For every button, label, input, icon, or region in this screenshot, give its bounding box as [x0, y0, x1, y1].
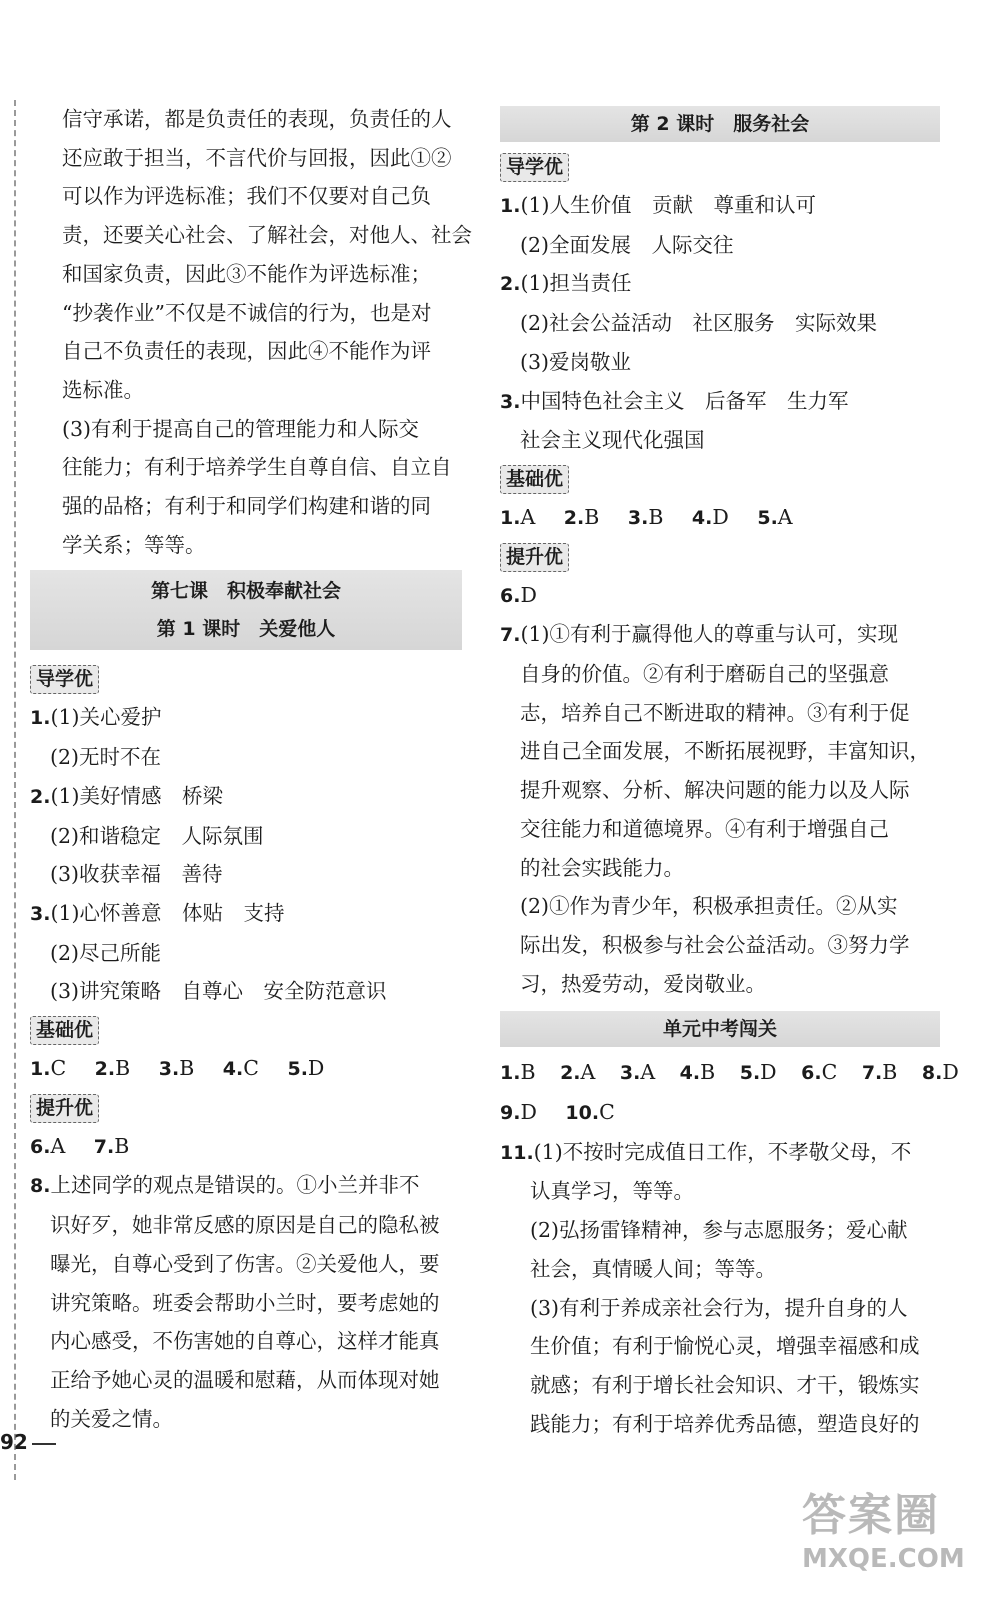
question-number: 9. — [500, 1102, 521, 1125]
answer-letter: A — [777, 504, 793, 529]
text-line: 就感；有利于增长社会知识、才干，锻炼实 — [530, 1372, 920, 1397]
question-number: 8. — [30, 1175, 51, 1198]
answer-letter: D — [942, 1060, 959, 1085]
question-number: 11. — [500, 1141, 534, 1164]
text-line: 责，还要关心社会、了解社会，对他人、社会 — [62, 223, 472, 248]
answer-letter: A — [520, 504, 536, 529]
watermark-logo: 答案圈 — [802, 1490, 940, 1541]
text-line: 志，培养自己不断进取的精神。③有利于促 — [520, 700, 910, 725]
text-line: 交往能力和道德境界。④有利于增强自己 — [520, 816, 889, 841]
question-number: 1. — [500, 1062, 521, 1085]
section-tag-up: 提升优 — [30, 1094, 99, 1123]
text-line: 进自己全面发展，不断拓展视野，丰富知识， — [520, 739, 930, 764]
text-line: 认真学习，等等。 — [530, 1179, 694, 1204]
section-tag-guide: 导学优 — [30, 665, 99, 694]
section-tag-basic: 基础优 — [30, 1016, 99, 1045]
answer-text: (1)人生价值 贡献 尊重和认可 — [520, 193, 816, 217]
section-tag-guide: 导学优 — [500, 153, 569, 182]
answer-text: (3)讲究策略 自尊心 安全防范意识 — [50, 979, 387, 1004]
question-number: 1. — [500, 195, 521, 217]
answer-text: 上述同学的观点是错误的。①小兰并非不 — [50, 1173, 420, 1198]
question-number: 1. — [30, 1058, 51, 1081]
text-line: 学关系；等等。 — [62, 532, 206, 557]
answer-letter: A — [640, 1060, 656, 1085]
text-line: 的社会实践能力。 — [520, 855, 684, 880]
text-line: (2)①作为青少年，积极承担责任。②从实 — [520, 894, 898, 919]
text-line: 选标准。 — [62, 377, 144, 402]
question-number: 2. — [500, 273, 521, 296]
section-tag-up: 提升优 — [500, 543, 569, 572]
question-number: 8. — [921, 1062, 943, 1085]
answer-letter: C — [50, 1056, 67, 1081]
question-number: 6. — [801, 1062, 822, 1085]
text-line: (3)有利于养成亲社会行为，提升自身的人 — [530, 1295, 908, 1320]
left-column — [30, 100, 472, 1438]
text-line: 往能力；有利于培养学生自尊自信、自立自 — [62, 455, 452, 480]
question-number: 5. — [739, 1062, 761, 1085]
answer-letter: C — [821, 1060, 838, 1085]
answer-text: (1)不按时完成值日工作，不孝敬父母，不 — [533, 1139, 912, 1164]
question-number: 3. — [158, 1058, 180, 1081]
watermark-url: MXQE.COM — [802, 1544, 965, 1574]
text-line: (3)有利于提高自己的管理能力和人际交 — [62, 416, 420, 441]
text-line: 信守承诺，都是负责任的表现，负责任的人 — [62, 107, 452, 131]
answer-letter: A — [50, 1133, 66, 1158]
question-number: 4. — [222, 1058, 244, 1081]
answer-row — [500, 1053, 959, 1093]
text-line: 强的品格；有利于和同学们构建和谐的同 — [62, 494, 431, 519]
question-number: 2. — [30, 785, 51, 808]
question-number: 10. — [565, 1102, 600, 1125]
question-number: 4. — [679, 1062, 701, 1085]
question-number: 6. — [30, 1135, 51, 1158]
text-line: (2)弘扬雷锋精神，参与志愿服务；爱心献 — [530, 1218, 908, 1243]
answer-row — [30, 1127, 462, 1167]
question-number: 3. — [619, 1062, 641, 1085]
answer-text: 社会主义现代化强国 — [520, 428, 705, 453]
answer-row — [30, 1049, 462, 1089]
answer-text: (1)美好情感 桥梁 — [50, 783, 223, 808]
text-line: 曝光，自尊心受到了伤害。②关爱他人，要 — [50, 1251, 440, 1276]
text-line: 识好歹，她非常反感的原因是自己的隐私被 — [50, 1213, 440, 1238]
answer-row — [500, 498, 940, 538]
answer-text: (1)心怀善意 体贴 支持 — [50, 900, 285, 925]
question-number: 2. — [94, 1058, 116, 1081]
question-number: 7. — [861, 1062, 883, 1085]
text-line: 社会，真情暖人间；等等。 — [530, 1256, 776, 1281]
question-number: 3. — [30, 902, 51, 925]
answer-text: (3)收获幸福 善待 — [50, 862, 223, 887]
answer-letter: B — [882, 1060, 898, 1085]
question-number: 3. — [627, 506, 649, 529]
question-number: 6. — [500, 584, 521, 607]
answer-letter: B — [115, 1056, 131, 1081]
text-line: 讲究策略。班委会帮助小兰时，要考虑她的 — [50, 1290, 440, 1315]
answer-letter: B — [700, 1060, 716, 1085]
answer-letter: C — [243, 1056, 259, 1081]
period-title: 第 2 课时 服务社会 — [630, 113, 810, 135]
answer-letter: D — [307, 1056, 325, 1081]
lesson-title-bar — [30, 570, 462, 650]
answer-letter: B — [584, 504, 600, 529]
site-watermark — [802, 1488, 982, 1598]
answer-row — [500, 1093, 940, 1133]
question-number: 7. — [93, 1135, 115, 1158]
answer-letter: D — [520, 1100, 537, 1125]
text-line: 自己不负责任的表现，因此④不能作为评 — [62, 339, 431, 364]
section-tag-basic: 基础优 — [500, 465, 569, 494]
right-column — [500, 100, 959, 1443]
text-line: 践能力；有利于培养优秀品德，塑造良好的 — [530, 1411, 920, 1436]
answer-letter: C — [599, 1100, 615, 1125]
lesson-title: 第七课 积极奉献社会 — [150, 580, 341, 603]
text-line: 际出发，积极参与社会公益活动。③努力学 — [520, 932, 910, 957]
question-number: 1. — [30, 707, 51, 730]
question-number: 2. — [563, 506, 585, 529]
text-line: 提升观察、分析、解决问题的能力以及人际 — [520, 778, 910, 803]
question-number: 1. — [500, 506, 521, 529]
text-line: 可以作为评选标准；我们不仅要对自己负 — [62, 184, 431, 209]
question-number: 5. — [287, 1058, 308, 1081]
answer-letter: B — [179, 1056, 195, 1081]
text-line: 还应敢于担当，不言代价与回报，因此①② — [62, 145, 452, 170]
answer-letter: B — [648, 504, 664, 529]
answer-text: 中国特色社会主义 后备军 生力军 — [520, 388, 849, 413]
text-line: 内心感受，不伤害她的自尊心，这样才能真 — [50, 1329, 440, 1354]
answer-text: (1)关心爱护 — [50, 705, 162, 730]
answer-text: (1)①有利于赢得他人的尊重与认可，实现 — [520, 622, 898, 647]
answer-letter: B — [520, 1060, 536, 1085]
answer-text: (2)和谐稳定 人际氛围 — [50, 823, 264, 848]
text-line: 正给予她心灵的温暖和慰藉，从而体现对她 — [50, 1367, 440, 1392]
answer-text: (2)全面发展 人际交往 — [520, 232, 734, 257]
answer-text: (3)爱岗敬业 — [520, 349, 632, 374]
answer-letter: B — [114, 1133, 130, 1158]
answer-text: (2)无时不在 — [50, 745, 162, 770]
answer-text: (1)担当责任 — [520, 271, 632, 296]
question-number: 5. — [757, 506, 778, 529]
question-number: 3. — [500, 390, 521, 413]
text-line: 的关爱之情。 — [50, 1406, 173, 1431]
text-line: “抄袭作业”不仅是不诚信的行为，也是对 — [62, 300, 432, 325]
text-line: 习，热爱劳动，爱岗敬业。 — [520, 971, 766, 996]
text-line: 自身的价值。②有利于磨砺自己的坚强意 — [520, 662, 889, 687]
question-number: 4. — [691, 506, 713, 529]
text-line: 和国家负责，因此③不能作为评选标准； — [62, 261, 431, 286]
answer-letter: D — [760, 1060, 777, 1085]
unit-title: 单元中考闯关 — [662, 1018, 777, 1041]
period-title: 第 1 课时 关爱他人 — [156, 618, 336, 641]
question-number: 7. — [500, 624, 521, 647]
answer-text: (2)尽己所能 — [50, 940, 162, 965]
question-number: 2. — [560, 1062, 581, 1085]
text-line: 生价值；有利于愉悦心灵，增强幸福感和成 — [530, 1334, 920, 1359]
page-number: 92 — [0, 1430, 56, 1454]
cut-line — [14, 100, 16, 1480]
answer-letter: D — [520, 582, 537, 607]
answer-letter: D — [712, 504, 729, 529]
period-title-bar — [500, 106, 940, 142]
unit-title-bar — [500, 1011, 940, 1047]
answer-text: (2)社会公益活动 社区服务 实际效果 — [520, 311, 878, 336]
answer-letter: A — [580, 1060, 596, 1085]
